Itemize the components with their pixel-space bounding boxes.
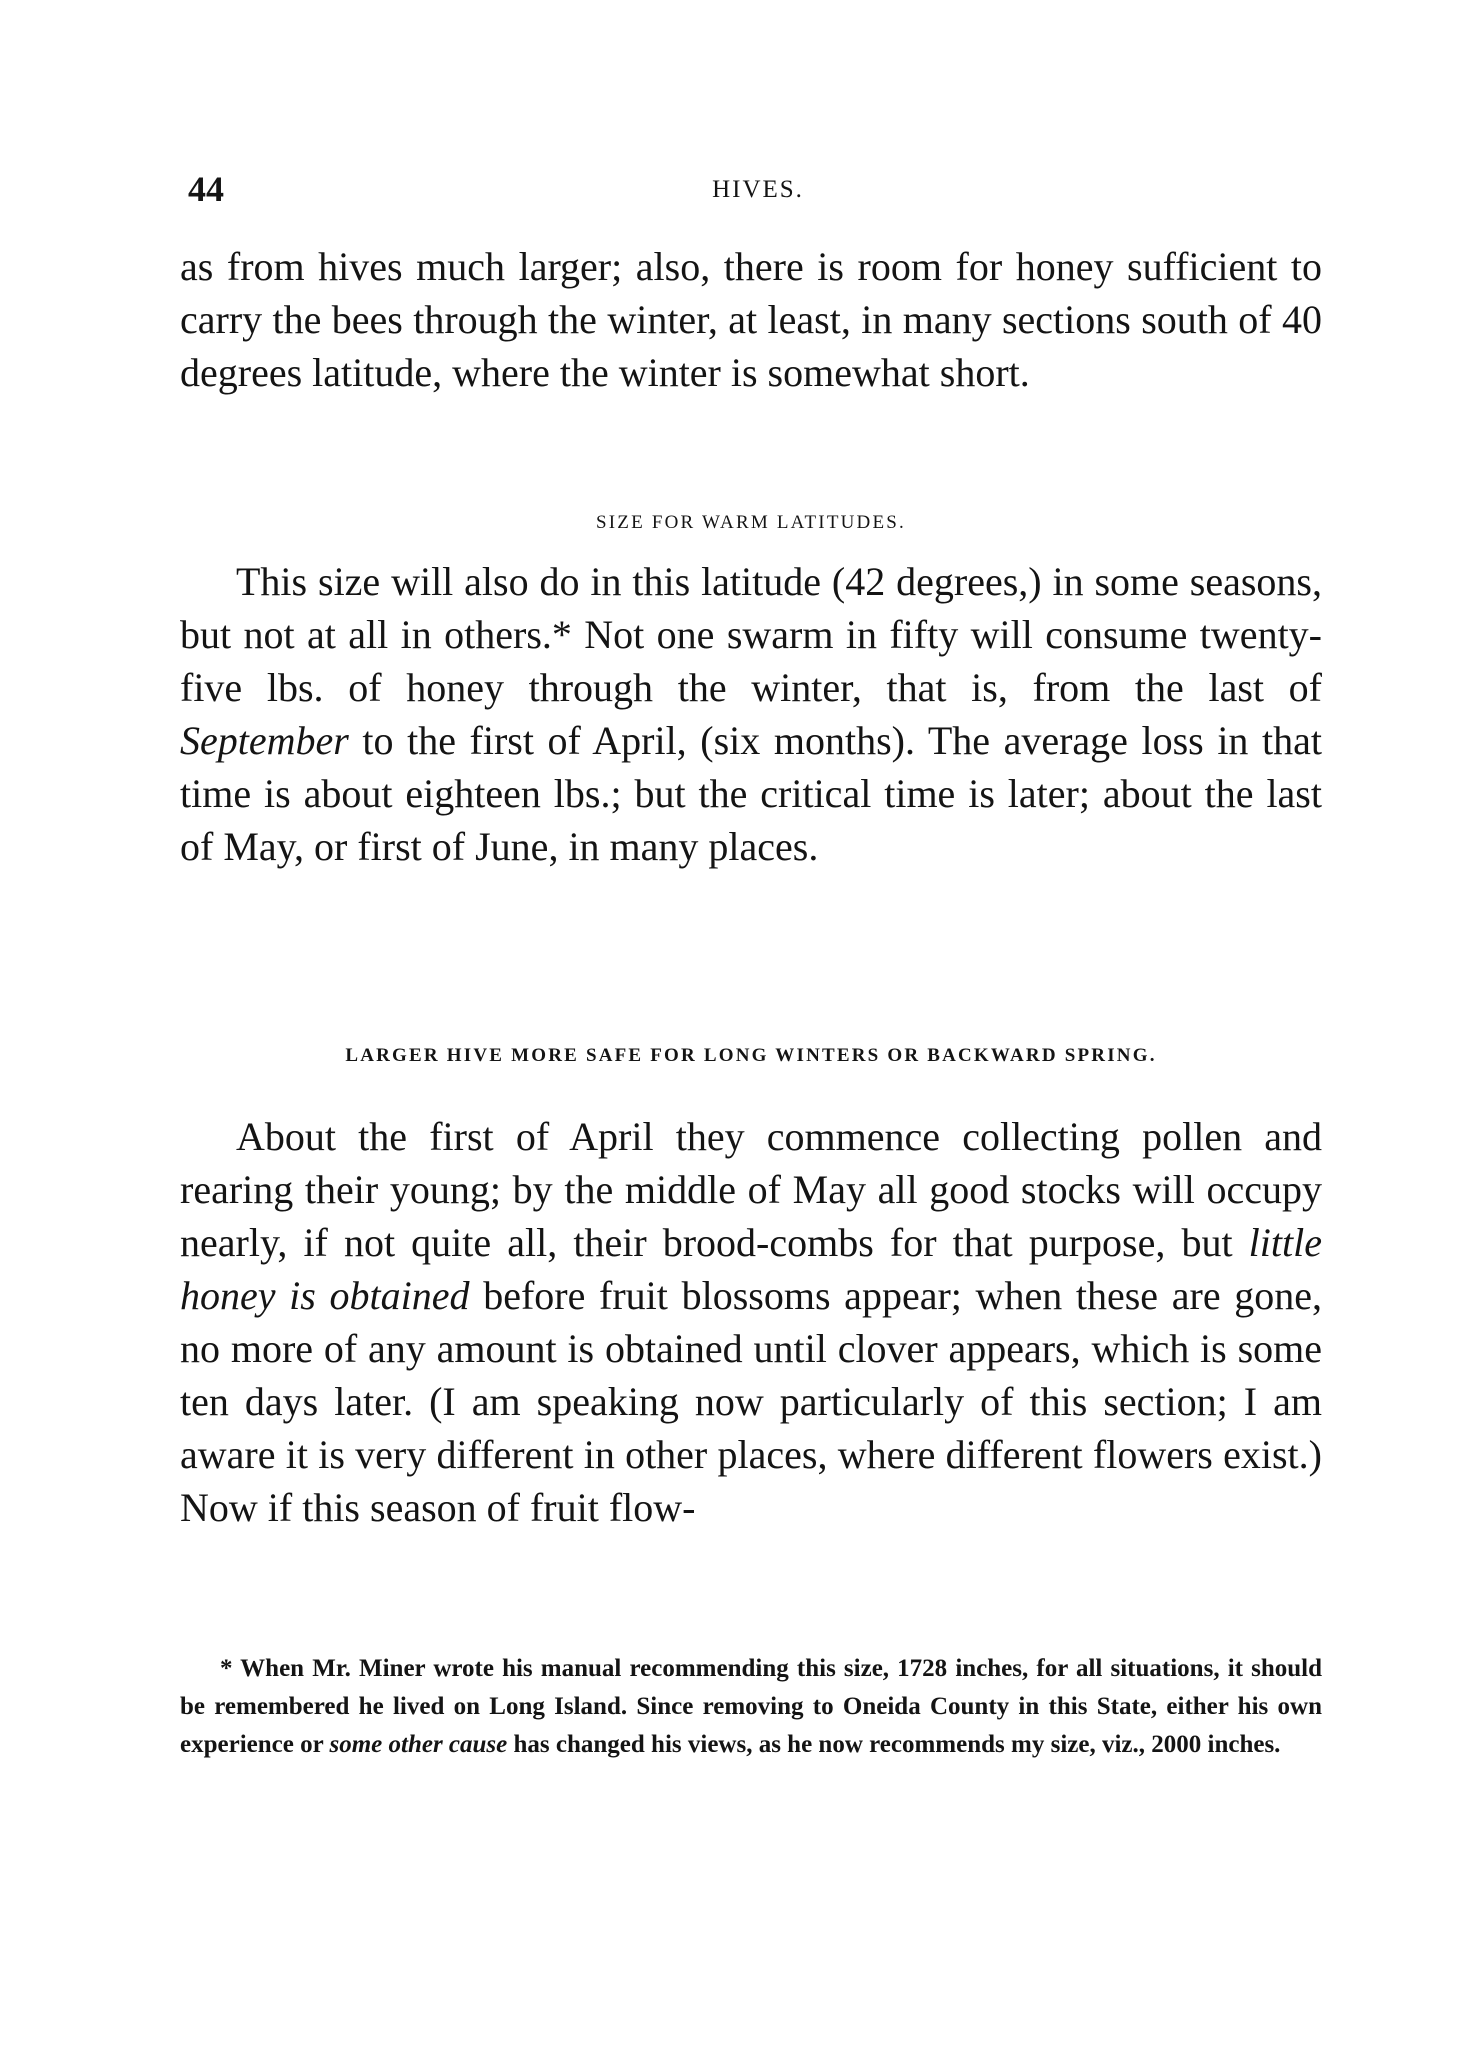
running-title: HIVES.: [712, 176, 804, 203]
page-number: 44: [188, 169, 224, 209]
footnote: [180, 1650, 1322, 1764]
footnote-text: has changed his views, as he now recommends my size, viz., 2000 inches.: [507, 1731, 1281, 1758]
paragraph-text: About the first of April they commence collecting pollen and rearing their young; by the middle of May all good stocks will occupy nearly, if not quite all, their brood-combs for that purpose, but: [180, 1114, 1322, 1265]
page-header: [188, 168, 1328, 218]
paragraph-warm-latitudes: [180, 555, 1322, 873]
italic-text: little honey is obtained: [180, 1220, 1322, 1318]
italic-text: September: [180, 718, 349, 763]
paragraph-continuation: as from hives much larger; also, there is room for honey sufficient to carry the bees through the winter, at least, in many sections south of 40 degrees latitude, where the winter is somewhat short.: [180, 244, 1322, 395]
paragraph-text: to the first of April, (six months). The average loss in that time is about eighteen lbs.; but the critical time is later; about the last of May, or first of June, in many places.: [180, 718, 1322, 869]
italic-text: some other cause: [329, 1731, 508, 1758]
footnote-text: * When Mr. Miner wrote his manual recommending this size, 1728 inches, for all situations, it should be remembered he lived on Long Island. Since removing to Oneida County in this State, either his own experience or: [180, 1655, 1322, 1758]
paragraph-larger-hive: [180, 1110, 1322, 1534]
section-heading-larger-hive: LARGER HIVE MORE SAFE FOR LONG WINTERS OR BACKWARD SPRING.: [345, 1045, 1157, 1066]
paragraph-text: before fruit blossoms appear; when these are gone, no more of any amount is obtained until clover appears, which is some ten days later. (I am speaking now particularly of this section; I am aware it is very different in other places, where different flowers exist.) Now if this season of fruit flow-: [180, 1273, 1323, 1530]
paragraph-text: This size will also do in this latitude (42 degrees,) in some seasons, but not at all in others.* Not one swarm in fifty will consume twenty-five lbs. of honey through the winter, that is, from the last of: [180, 559, 1322, 710]
section-heading-warm-latitudes: SIZE FOR WARM LATITUDES.: [595, 512, 906, 533]
